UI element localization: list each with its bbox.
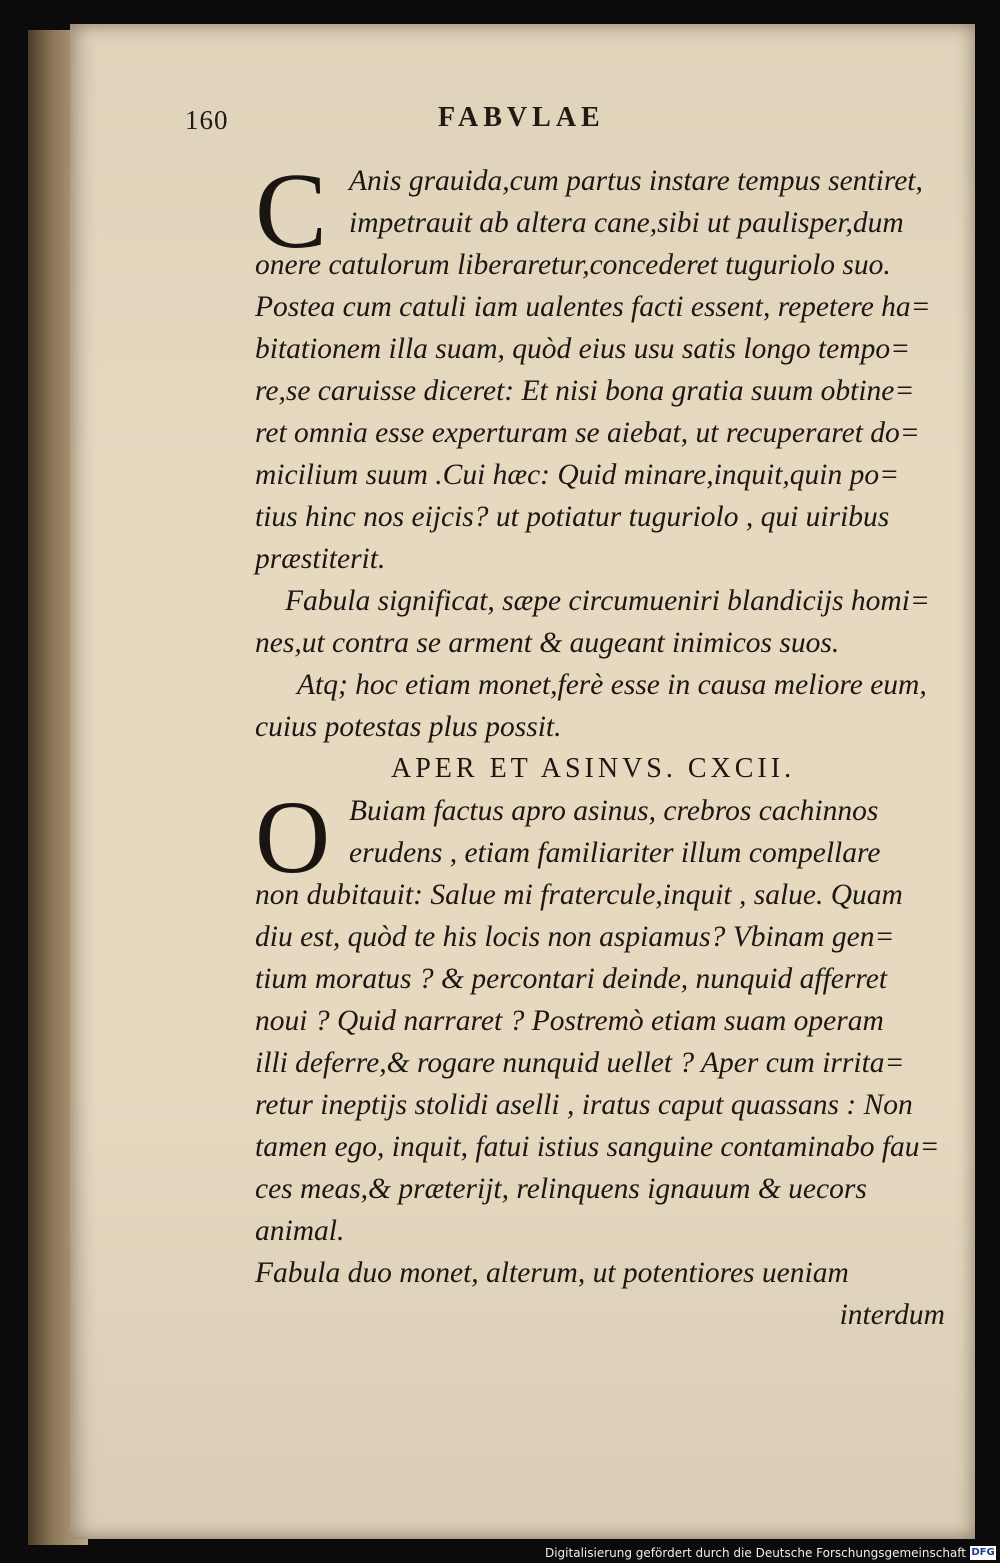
drop-initial-c: C: [255, 152, 328, 271]
addendum-line: Atq; hoc etiam monet,ferè esse in causa meliore eum,: [297, 669, 927, 701]
page-number: 160: [185, 105, 229, 135]
fable-line: animal.: [255, 1215, 345, 1247]
fable-heading: APER ET ASINVS. CXCII.: [391, 753, 796, 784]
fable-line: tius hinc nos eijcis? ut potiatur tuguriolo , qui uiribus: [255, 501, 890, 533]
fable-line: ret omnia esse experturam se aiebat, ut recuperaret do=: [255, 417, 920, 449]
fable-line: retur ineptijs stolidi aselli , iratus caput quassans : Non: [255, 1089, 913, 1121]
fable-line: re,se caruisse diceret: Et nisi bona gratia suum obtine=: [255, 375, 915, 407]
running-head: FABVLAE: [438, 102, 605, 133]
addendum-line: cuius potestas plus possit.: [255, 711, 562, 743]
fable-line: Buiam factus apro asinus, crebros cachinnos: [349, 795, 879, 827]
fable-line: tamen ego, inquit, fatui istius sanguine contaminabo fau=: [255, 1131, 940, 1163]
fable-line: præstiterit.: [255, 543, 386, 575]
fable-line: diu est, quòd te his locis non aspiamus? Vbinam gen=: [255, 921, 895, 953]
fable-line: ces meas,& præterijt, relinquens ignauum & uecors: [255, 1173, 867, 1205]
digitization-credit: Digitalisierung gefördert durch die Deutsche Forschungsgemeinschaft: [544, 1546, 966, 1560]
drop-initial-o: O: [255, 780, 331, 895]
fable-line: illi deferre,& rogare nunquid uellet ? Aper cum irrita=: [255, 1047, 905, 1079]
fable-line: non dubitauit: Salue mi fratercule,inquit , salue. Quam: [255, 879, 903, 911]
fable-line: micilium suum .Cui hæc: Quid minare,inquit,quin po=: [255, 459, 900, 491]
fable-line: bitationem illa suam, quòd eius usu satis longo tempo=: [255, 333, 910, 365]
fable-line: Anis grauida,cum partus instare tempus sentiret,: [349, 165, 923, 197]
fable-line: noui ? Quid narraret ? Postremò etiam suam operam: [255, 1005, 884, 1037]
moral-line: Fabula duo monet, alterum, ut potentiores ueniam: [255, 1257, 849, 1289]
moral-line: nes,ut contra se arment & augeant inimicos suos.: [255, 627, 840, 659]
page-text: [255, 152, 947, 1336]
catchword: interdum: [839, 1299, 945, 1331]
fable-line: tium moratus ? & percontari deinde, nunquid afferret: [255, 963, 888, 995]
fable-line: erudens , etiam familiariter illum compellare: [349, 837, 881, 869]
fable-line: onere catulorum liberaretur,concederet tuguriolo suo.: [255, 249, 891, 281]
fable-line: Postea cum catuli iam ualentes facti essent, repetere ha=: [255, 291, 931, 323]
fable-line: impetrauit ab altera cane,sibi ut paulisper,dum: [349, 207, 904, 239]
dfg-logo: DFG: [971, 1547, 995, 1558]
moral-line: Fabula significat, sæpe circumueniri blandicijs homi=: [285, 585, 930, 617]
